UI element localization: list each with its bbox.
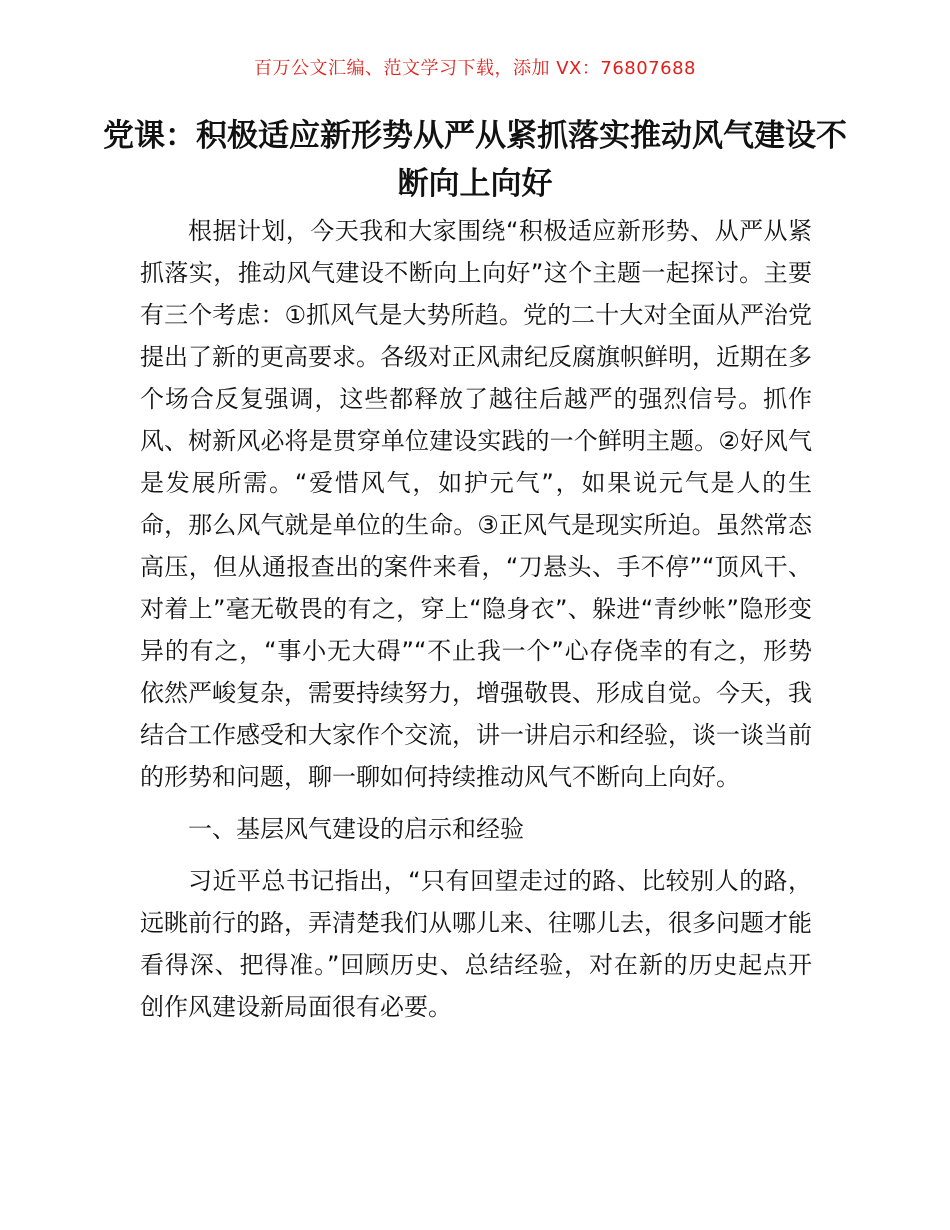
header-watermark-text: 百万公文汇编、范文学习下载，添加 VX：76807688 <box>254 58 696 79</box>
section-heading-1: 一、基层风气建设的启示和经验 <box>188 815 524 843</box>
paragraph-intro: 根据计划，今天我和大家围绕“积极适应新形势、从严从紧抓落实，推动风气建设不断向上向好”这个主题一起探讨。主要有三个考虑：①抓风气是大势所趋。党的二十大对全面从严治党提出了新的更高要求。各级对正风肃纪反腐旗帜鲜明，近期在多个场合反复强调，这些都释放了越往后越严的强烈信号。抓作风、树新风必将是贯穿单位建设实践的一个鲜明主题。②好风气是发展所需。“爱惜风气，如护元气”，如果说元气是人的生命，那么风气就是单位的生命。③正风气是现实所迫。虽然常态高压，但从通报查出的案件来看，“刀悬头、手不停”“顶风干、对着上”毫无敬畏的有之，穿上“隐身衣”、躲进“青纱帐”隐形变异的有之，“事小无大碍”“不止我一个”心存侥幸的有之，形势依然严峻复杂，需要持续努力，增强敬畏、形成自觉。今天，我结合工作感受和大家作个交流，讲一讲启示和经验，谈一谈当前的形势和问题，聊一聊如何持续推动风气不断向上向好。 <box>140 217 812 791</box>
document-title: 党课：积极适应新形势从严从紧抓落实推动风气建设不断向上向好 <box>103 118 847 202</box>
paragraph-section-1: 习近平总书记指出，“只有回望走过的路、比较别人的路，远眺前行的路，弄清楚我们从哪儿来、往哪儿去，很多问题才能看得深、把得准。”回顾历史、总结经验，对在新的历史起点开创作风建设新局面很有必要。 <box>140 867 812 1021</box>
document-body <box>140 210 812 1028</box>
